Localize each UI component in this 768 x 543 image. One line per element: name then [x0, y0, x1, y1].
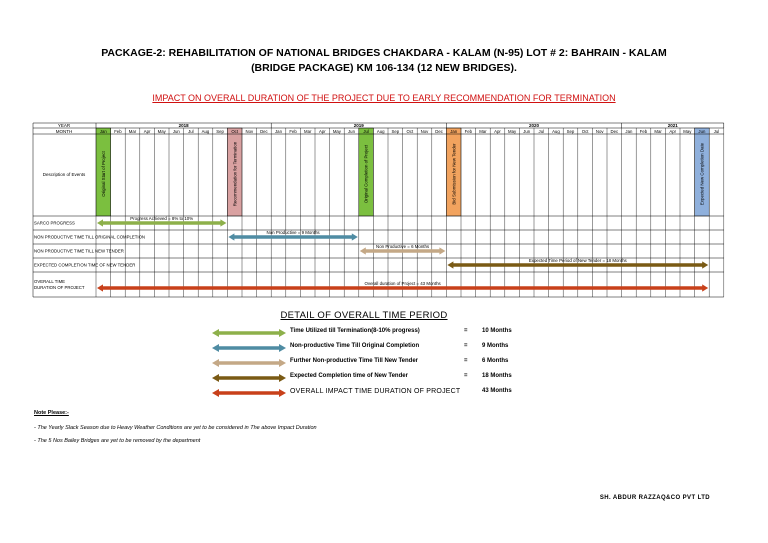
- legend-arrow-icon: [212, 388, 286, 398]
- bar-label: Non Productive = 9 Months: [266, 230, 320, 235]
- legend-arrow-icon: [212, 328, 286, 338]
- legend-arrow-icon: [212, 343, 286, 353]
- bar-arrow-left: [228, 233, 234, 240]
- note-item: - The 5 Nos Bailey Bridges are yet to be removed by the department: [34, 438, 201, 444]
- bar-arrow-right: [352, 233, 358, 240]
- bar-arrow-left: [97, 284, 103, 291]
- month-label: Dec: [610, 129, 619, 134]
- month-label: Mar: [654, 129, 662, 134]
- company-name: SH. ABDUR RAZZAQ&CO PVT LTD: [599, 495, 710, 501]
- row-label: NON PRODUCTIVE TIME TILL NEW TENDER: [34, 248, 124, 254]
- legend-value: 18 Months: [482, 373, 512, 379]
- month-label: Mar: [128, 129, 137, 134]
- month-label: May: [508, 129, 517, 134]
- month-label: Aug: [552, 129, 560, 134]
- bar-arrow-right: [702, 261, 708, 268]
- month-label: Aug: [376, 129, 385, 134]
- month-label: Jun: [523, 129, 531, 134]
- month-label: Jan: [275, 129, 282, 134]
- month-label: Dec: [260, 129, 268, 134]
- month-label: Oct: [231, 129, 239, 134]
- year-label: 2018: [178, 123, 189, 128]
- month-label: Apr: [318, 129, 326, 134]
- event-label: Original Completion of Project: [363, 144, 369, 204]
- event-label: Original Start of Project: [100, 151, 106, 197]
- month-label: Apr: [669, 129, 677, 134]
- event-label: Expected New Completion Date: [699, 142, 705, 206]
- event-label: Bid Submission for New Tender: [451, 143, 457, 205]
- bar-label: Overall duration of Project = 43 Months: [364, 281, 441, 286]
- month-label: Mar: [479, 129, 487, 134]
- month-label: Jun: [698, 129, 706, 134]
- month-label: Oct: [581, 129, 589, 134]
- month-label: Mar: [303, 129, 312, 134]
- month-label: Feb: [289, 129, 297, 134]
- legend-row: [212, 357, 542, 371]
- bar-arrow-left: [360, 247, 366, 254]
- legend-equals: =: [464, 358, 468, 364]
- legend-equals: =: [464, 328, 468, 334]
- row-label: NON PRODUCTIVE TIME TILL ORIGINAL COMPLETION: [34, 234, 146, 240]
- year-label: 2021: [667, 123, 678, 128]
- legend-equals: =: [464, 373, 468, 379]
- year-label: 2019: [353, 123, 364, 128]
- month-label: Feb: [639, 129, 648, 134]
- detail-title: DETAIL OF OVERALL TIME PERIOD: [280, 310, 448, 321]
- month-label: Nov: [595, 129, 604, 134]
- legend-value: 9 Months: [482, 343, 509, 349]
- legend-value: 10 Months: [482, 328, 512, 334]
- legend-arrow-icon: [212, 358, 286, 368]
- bar-label: Progress Achieved = 8% to 10%: [130, 216, 194, 221]
- bar-arrow-left: [447, 261, 453, 268]
- document-subtitle: IMPACT ON OVERALL DURATION OF THE PROJECT DUE TO EARLY RECOMMENDATION FOR TERMINATION: [152, 93, 616, 103]
- description-label: Description of Events: [42, 172, 86, 177]
- legend-label: Non-productive Time Till Original Completion: [290, 343, 420, 349]
- legend-row: [212, 372, 542, 386]
- legend-value: 43 Months: [482, 388, 512, 394]
- month-label: Sep: [216, 129, 224, 134]
- month-label: Aug: [201, 129, 210, 134]
- row-label: EXPECTED COMPLETION TIME OF NEW TENDER: [34, 262, 136, 268]
- bar-arrow-right: [220, 219, 226, 226]
- month-label: May: [683, 129, 692, 134]
- legend-equals: =: [464, 343, 468, 349]
- legend-row: [212, 327, 542, 341]
- month-label: Jun: [348, 129, 355, 134]
- bar-label: Non Productive = 6 Months: [376, 244, 430, 249]
- month-label: Sep: [566, 129, 575, 134]
- legend-row: [212, 342, 542, 356]
- bar-label: Expected Time Period of New Tender = 18 Months: [528, 258, 627, 263]
- month-header: MONTH: [55, 129, 73, 134]
- month-label: Feb: [464, 129, 473, 134]
- row-label: SARCO PROGRESS: [34, 220, 75, 226]
- document-title-line1: PACKAGE-2: REHABILITATION OF NATIONAL BRIDGES CHAKDARA - KALAM (N-95) LOT # 2: BAHRAIN - KALAM: [101, 47, 667, 59]
- month-label: Oct: [406, 129, 414, 134]
- legend-label: Further Non-productive Time Till New Tender: [290, 358, 419, 364]
- note-heading: Note Please:-: [34, 410, 69, 416]
- month-label: Apr: [143, 129, 151, 134]
- month-label: May: [332, 129, 341, 134]
- bar-arrow-right: [702, 284, 708, 291]
- month-label: Feb: [114, 129, 122, 134]
- bar-arrow-right: [439, 247, 445, 254]
- legend-value: 6 Months: [482, 358, 509, 364]
- year-label: 2020: [528, 123, 540, 128]
- legend-label: Time Utilized till Termination(8-10% progress): [290, 328, 420, 334]
- month-label: Sep: [391, 129, 400, 134]
- legend-row: [212, 387, 542, 401]
- month-label: Nov: [420, 129, 429, 134]
- bar-arrow-left: [97, 219, 103, 226]
- month-label: Dec: [435, 129, 443, 134]
- month-label: Jul: [538, 129, 545, 134]
- note-item: - The Yearly Slack Season due to Heavy Weather Conditions are yet to be considered in The above Impact Duration: [34, 425, 317, 431]
- month-label: Jul: [713, 129, 720, 134]
- month-label: Jan: [99, 129, 107, 134]
- event-label: Recommendation for Termination: [232, 141, 238, 207]
- legend-label: OVERALL IMPACT TIME DURATION OF PROJECT: [290, 388, 461, 395]
- month-label: Jul: [188, 129, 194, 134]
- month-label: Jun: [172, 129, 180, 134]
- month-label: Apr: [494, 129, 501, 134]
- row-label: DURATION OF PROJECT: [34, 285, 85, 290]
- month-label: Jan: [450, 129, 458, 134]
- row-label: OVERALL TIME: [34, 279, 66, 284]
- document-title-line2: (BRIDGE PACKAGE) KM 106-134 (12 NEW BRIDGES).: [251, 62, 517, 74]
- month-label: Jan: [625, 129, 633, 134]
- legend-label: Expected Completion time of New Tender: [290, 373, 408, 379]
- month-label: Nov: [245, 129, 254, 134]
- year-header: YEAR: [57, 123, 71, 128]
- month-label: May: [157, 129, 166, 134]
- legend-arrow-icon: [212, 373, 286, 383]
- month-label: Jul: [363, 129, 369, 134]
